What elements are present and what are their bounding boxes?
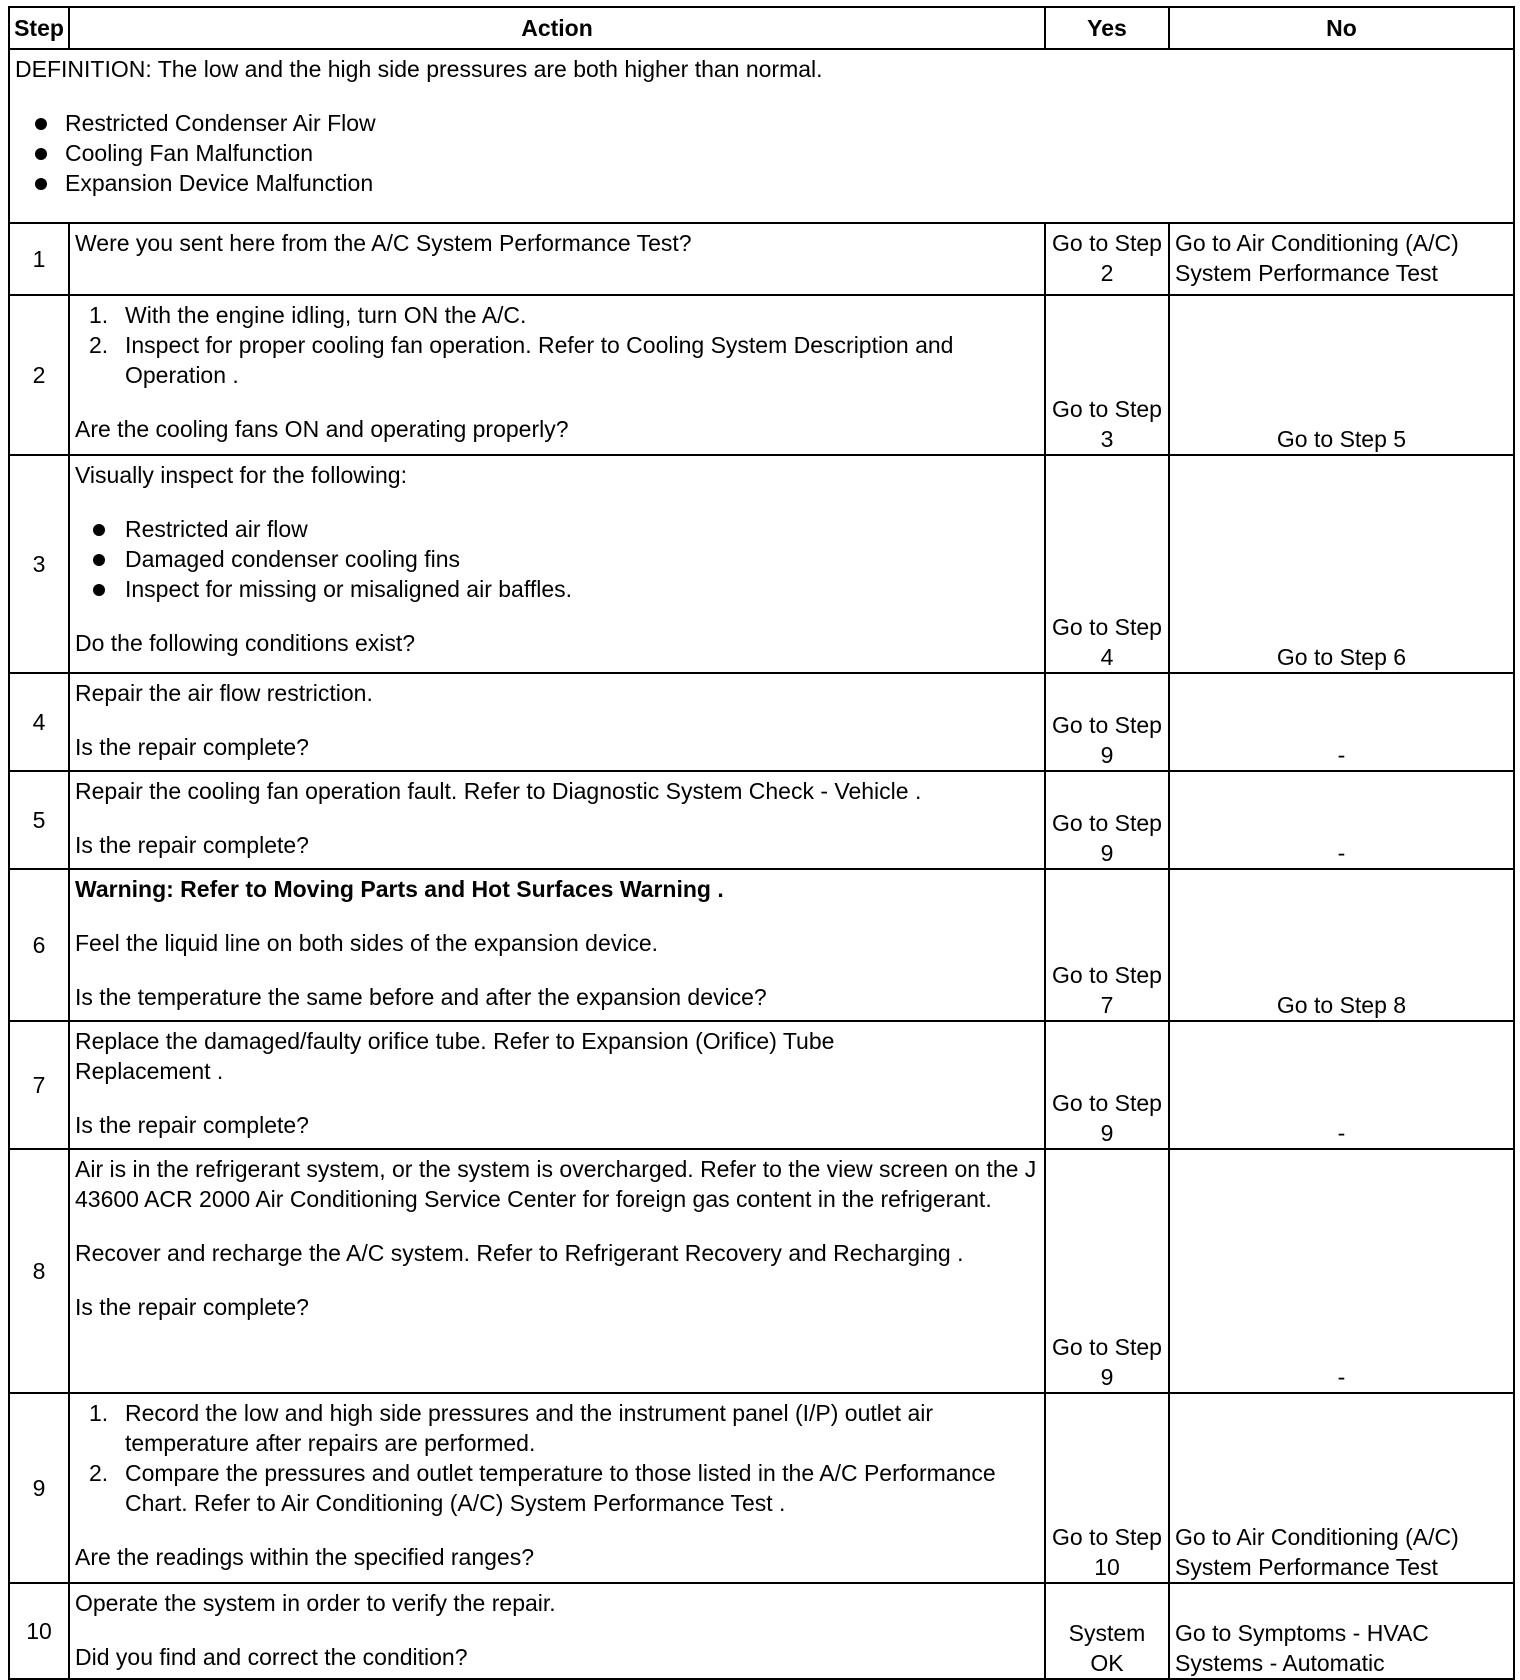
header-row bbox=[9, 7, 1514, 49]
definition-list bbox=[15, 108, 1508, 198]
no-cell: Go to Step 6 bbox=[1169, 455, 1514, 673]
step-row-2 bbox=[9, 295, 1514, 455]
step-number: 8 bbox=[9, 1149, 69, 1393]
step-number: 6 bbox=[9, 869, 69, 1021]
definition-row bbox=[9, 49, 1514, 223]
question-text: Do the following conditions exist? bbox=[75, 630, 416, 656]
list-item: Inspect for missing or misaligned air baffles. bbox=[75, 574, 1039, 604]
yes-cell: Go to Step 3 bbox=[1045, 295, 1169, 455]
step-row-6 bbox=[9, 869, 1514, 1021]
step-number: 3 bbox=[9, 455, 69, 673]
action-cell bbox=[69, 869, 1045, 1021]
no-cell: Go to Symptoms - HVAC Systems - Automatic bbox=[1169, 1583, 1514, 1679]
action-cell bbox=[69, 223, 1045, 295]
list-item: Expansion Device Malfunction bbox=[15, 168, 1508, 198]
action-cell bbox=[69, 295, 1045, 455]
step-number: 10 bbox=[9, 1583, 69, 1679]
step-number: 1 bbox=[9, 223, 69, 295]
question-text: Is the temperature the same before and after the expansion device? bbox=[75, 984, 767, 1010]
step-row-1 bbox=[9, 223, 1514, 295]
yes-cell: Go to Step 9 bbox=[1045, 673, 1169, 771]
action-text: Air is in the refrigerant system, or the system is overcharged. Refer to the view screen on the J 43600 ACR 2000 Air Conditioning Service Center for foreign gas content in the refrigerant. bbox=[75, 1156, 1037, 1212]
no-cell: Go to Step 5 bbox=[1169, 295, 1514, 455]
question-text: Did you find and correct the condition? bbox=[75, 1644, 468, 1670]
yes-cell: Go to Step 7 bbox=[1045, 869, 1169, 1021]
action-text: Operate the system in order to verify the repair. bbox=[75, 1590, 556, 1616]
step-row-8 bbox=[9, 1149, 1514, 1393]
question-text: Are the cooling fans ON and operating properly? bbox=[75, 416, 569, 442]
numbered-list bbox=[75, 300, 1039, 390]
yes-cell: Go to Step 4 bbox=[1045, 455, 1169, 673]
list-item: Cooling Fan Malfunction bbox=[15, 138, 1508, 168]
step-number: 9 bbox=[9, 1393, 69, 1583]
step-number: 7 bbox=[9, 1021, 69, 1149]
no-cell: Go to Air Conditioning (A/C) System Performance Test bbox=[1169, 1393, 1514, 1583]
list-item: 1. With the engine idling, turn ON the A/C. bbox=[89, 302, 527, 328]
header-yes: Yes bbox=[1045, 7, 1169, 49]
list-item: Restricted air flow bbox=[75, 514, 1039, 544]
step-number: 2 bbox=[9, 295, 69, 455]
yes-cell: System OK bbox=[1045, 1583, 1169, 1679]
step-number: 4 bbox=[9, 673, 69, 771]
no-cell: - bbox=[1169, 771, 1514, 869]
action-cell bbox=[69, 1149, 1045, 1393]
no-cell: Go to Air Conditioning (A/C) System Performance Test bbox=[1169, 223, 1514, 295]
list-item: 2. Compare the pressures and outlet temperature to those listed in the A/C Performance Chart. Refer to Air Conditioning (A/C) System Performance Test . bbox=[89, 1460, 996, 1516]
action-cell bbox=[69, 771, 1045, 869]
list-item: 2. Inspect for proper cooling fan operation. Refer to Cooling System Description and Operation . bbox=[89, 332, 954, 388]
action-cell bbox=[69, 1583, 1045, 1679]
question-text: Is the repair complete? bbox=[75, 734, 309, 760]
action-cell bbox=[69, 1021, 1045, 1149]
yes-cell: Go to Step 9 bbox=[1045, 1149, 1169, 1393]
header-step: Step bbox=[9, 7, 69, 49]
diagnostic-table bbox=[8, 6, 1515, 1680]
step-row-4 bbox=[9, 673, 1514, 771]
intro-text: Visually inspect for the following: bbox=[75, 462, 407, 488]
warning-text: Warning: Refer to Moving Parts and Hot Surfaces Warning . bbox=[75, 876, 724, 902]
no-cell: - bbox=[1169, 1021, 1514, 1149]
list-item: 1. Record the low and high side pressures and the instrument panel (I/P) outlet air temperature after repairs are performed. bbox=[89, 1400, 933, 1456]
list-item: Damaged condenser cooling fins bbox=[75, 544, 1039, 574]
question-text: Is the repair complete? bbox=[75, 1294, 309, 1320]
yes-cell: Go to Step 2 bbox=[1045, 223, 1169, 295]
step-row-10 bbox=[9, 1583, 1514, 1679]
yes-cell: Go to Step 9 bbox=[1045, 771, 1169, 869]
header-action: Action bbox=[69, 7, 1045, 49]
action-text: Repair the air flow restriction. bbox=[75, 680, 373, 706]
bullet-list bbox=[75, 514, 1039, 604]
step-row-5 bbox=[9, 771, 1514, 869]
no-cell: - bbox=[1169, 1149, 1514, 1393]
step-row-3 bbox=[9, 455, 1514, 673]
no-cell: - bbox=[1169, 673, 1514, 771]
action-cell bbox=[69, 455, 1045, 673]
yes-cell: Go to Step 9 bbox=[1045, 1021, 1169, 1149]
action-cell bbox=[69, 673, 1045, 771]
action-text: Repair the cooling fan operation fault. Refer to Diagnostic System Check - Vehicle . bbox=[75, 778, 922, 804]
numbered-list bbox=[75, 1398, 1039, 1518]
action-text: Replace the damaged/faulty orifice tube. Refer to Expansion (Orifice) Tube Replacement . bbox=[75, 1028, 835, 1084]
step-row-9 bbox=[9, 1393, 1514, 1583]
action-text-2: Recover and recharge the A/C system. Refer to Refrigerant Recovery and Recharging . bbox=[75, 1240, 964, 1266]
step-number: 5 bbox=[9, 771, 69, 869]
no-cell: Go to Step 8 bbox=[1169, 869, 1514, 1021]
question-text: Is the repair complete? bbox=[75, 832, 309, 858]
header-no: No bbox=[1169, 7, 1514, 49]
question-text: Are the readings within the specified ranges? bbox=[75, 1544, 535, 1570]
action-cell bbox=[69, 1393, 1045, 1583]
question-text: Were you sent here from the A/C System Performance Test? bbox=[75, 230, 692, 256]
yes-cell: Go to Step 10 bbox=[1045, 1393, 1169, 1583]
step-row-7 bbox=[9, 1021, 1514, 1149]
definition-text: DEFINITION: The low and the high side pressures are both higher than normal. bbox=[15, 56, 823, 82]
question-text: Is the repair complete? bbox=[75, 1112, 309, 1138]
list-item: Restricted Condenser Air Flow bbox=[15, 108, 1508, 138]
action-text: Feel the liquid line on both sides of the expansion device. bbox=[75, 930, 659, 956]
